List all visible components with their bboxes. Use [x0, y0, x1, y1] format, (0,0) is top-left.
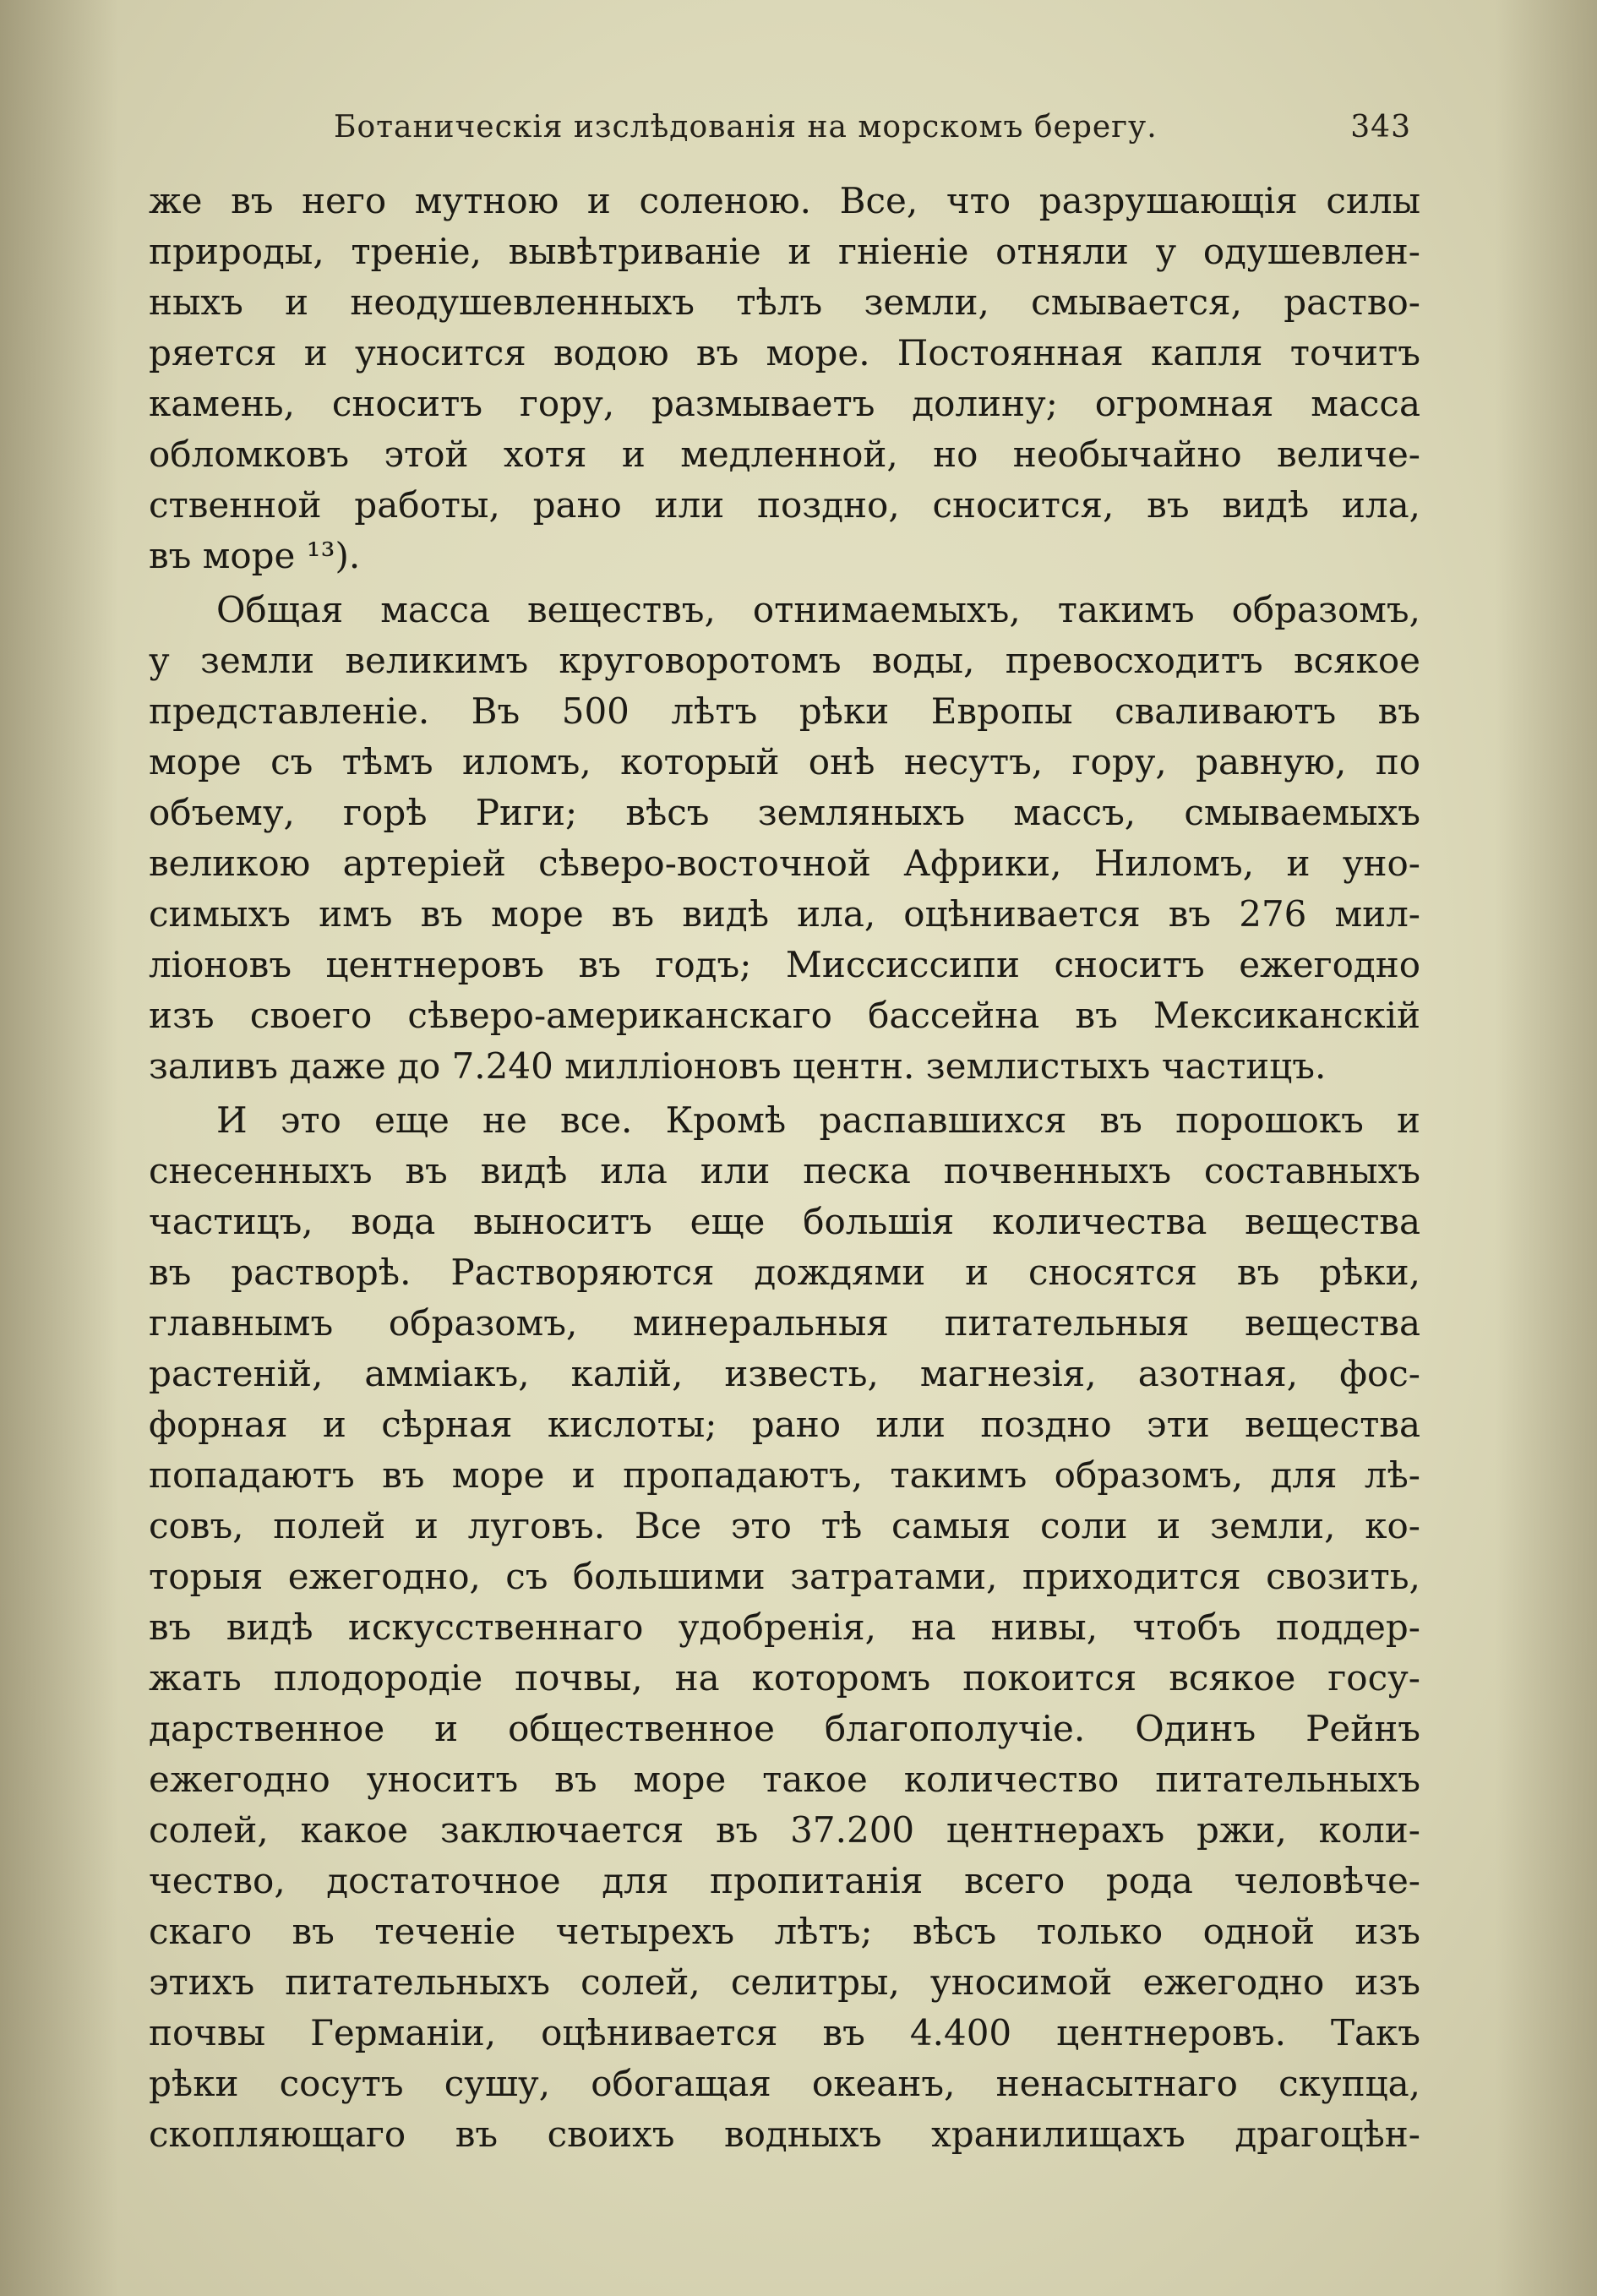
text-line: въ видѣ искусственнаго удобренія, на нивы, чтобъ поддер- [149, 1606, 1420, 1648]
text-line: дарственное и общественное благополучіе. Одинъ Рейнъ [149, 1708, 1420, 1749]
text-line: же въ него мутною и соленою. Все, что разрушающія силы [149, 180, 1420, 221]
text-line: въ растворѣ. Растворяются дождями и сносятся въ рѣки, [149, 1252, 1420, 1293]
text-line: торыя ежегодно, съ большими затратами, приходится свозить, [149, 1556, 1420, 1597]
page-edge-shadow [1496, 0, 1597, 2296]
text-line: солей, какое заключается въ 37.200 центнерахъ ржи, коли- [149, 1809, 1420, 1851]
text-line: Общая масса веществъ, отнимаемыхъ, такимъ образомъ, [216, 589, 1420, 630]
text-line: снесенныхъ въ видѣ ила или песка почвенныхъ составныхъ [149, 1150, 1420, 1192]
text-line: природы, треніе, вывѣтриваніе и гніеніе отняли у одушевлен- [149, 231, 1420, 272]
text-line: море съ тѣмъ иломъ, который онѣ несутъ, гору, равную, по [149, 741, 1420, 783]
text-line: въ море ¹³). [149, 535, 361, 576]
text-line: ственной работы, рано или поздно, сносится, въ видѣ ила, [149, 484, 1420, 526]
text-line: ежегодно уноситъ въ море такое количество питательныхъ [149, 1759, 1420, 1800]
text-line: обломковъ этой хотя и медленной, но необычайно величе- [149, 434, 1420, 475]
text-line: скаго въ теченіе четырехъ лѣтъ; вѣсъ только одной изъ [149, 1911, 1420, 1952]
text-line: жать плодородіе почвы, на которомъ покоится всякое госу- [149, 1657, 1420, 1699]
text-line: форная и сѣрная кислоты; рано или поздно эти вещества [149, 1404, 1420, 1445]
running-title: Ботаническія изслѣдованія на морскомъ берегу. [334, 110, 1158, 145]
text-line: изъ своего сѣверо-американскаго бассейна въ Мексиканскій [149, 995, 1420, 1036]
text-line: рѣки сосутъ сушу, обогащая океанъ, ненасытнаго скупца, [149, 2063, 1420, 2104]
text-line: почвы Германіи, оцѣнивается въ 4.400 центнеровъ. Такъ [149, 2012, 1420, 2053]
body-text [149, 176, 1420, 2163]
text-line: представленіе. Въ 500 лѣтъ рѣки Европы сваливаютъ въ [149, 690, 1420, 732]
text-line: великою артеріей сѣверо-восточной Африки, Ниломъ, и уно- [149, 843, 1420, 884]
text-line: ныхъ и неодушевленныхъ тѣлъ земли, смывается, раство- [149, 281, 1420, 323]
page-number: 343 [1350, 110, 1411, 145]
paragraph [149, 585, 1420, 1092]
text-line: симыхъ имъ въ море въ видѣ ила, оцѣнивается въ 276 мил- [149, 893, 1420, 935]
paragraph [149, 1095, 1420, 2160]
text-line: камень, сноситъ гору, размываетъ долину; огромная масса [149, 383, 1420, 424]
page-header [334, 103, 1411, 154]
text-line: у земли великимъ круговоротомъ воды, превосходитъ всякое [149, 640, 1420, 681]
text-line: частицъ, вода выноситъ еще большія количества вещества [149, 1201, 1420, 1242]
text-line: главнымъ образомъ, минеральныя питательныя вещества [149, 1302, 1420, 1344]
text-line: попадаютъ въ море и пропадаютъ, такимъ образомъ, для лѣ- [149, 1454, 1420, 1496]
text-line: чество, достаточное для пропитанія всего рода человѣче- [149, 1860, 1420, 1901]
text-line: ряется и уносится водою въ море. Постоянная капля точитъ [149, 332, 1420, 374]
text-line: этихъ питательныхъ солей, селитры, уносимой ежегодно изъ [149, 1961, 1420, 2003]
text-line: И это еще не все. Кромѣ распавшихся въ порошокъ и [216, 1099, 1420, 1141]
text-line: заливъ даже до 7.240 милліоновъ центн. землистыхъ частицъ. [149, 1045, 1327, 1087]
page-gutter-shadow [0, 0, 118, 2296]
text-line: скопляющаго въ своихъ водныхъ хранилищахъ драгоцѣн- [149, 2113, 1420, 2155]
text-line: растеній, амміакъ, калій, известь, магнезія, азотная, фос- [149, 1353, 1420, 1394]
text-line: совъ, полей и луговъ. Все это тѣ самыя соли и земли, ко- [149, 1505, 1420, 1546]
text-line: ліоновъ центнеровъ въ годъ; Миссиссипи сноситъ ежегодно [149, 944, 1420, 985]
paragraph [149, 176, 1420, 581]
text-line: объему, горѣ Риги; вѣсъ земляныхъ массъ, смываемыхъ [149, 792, 1420, 833]
